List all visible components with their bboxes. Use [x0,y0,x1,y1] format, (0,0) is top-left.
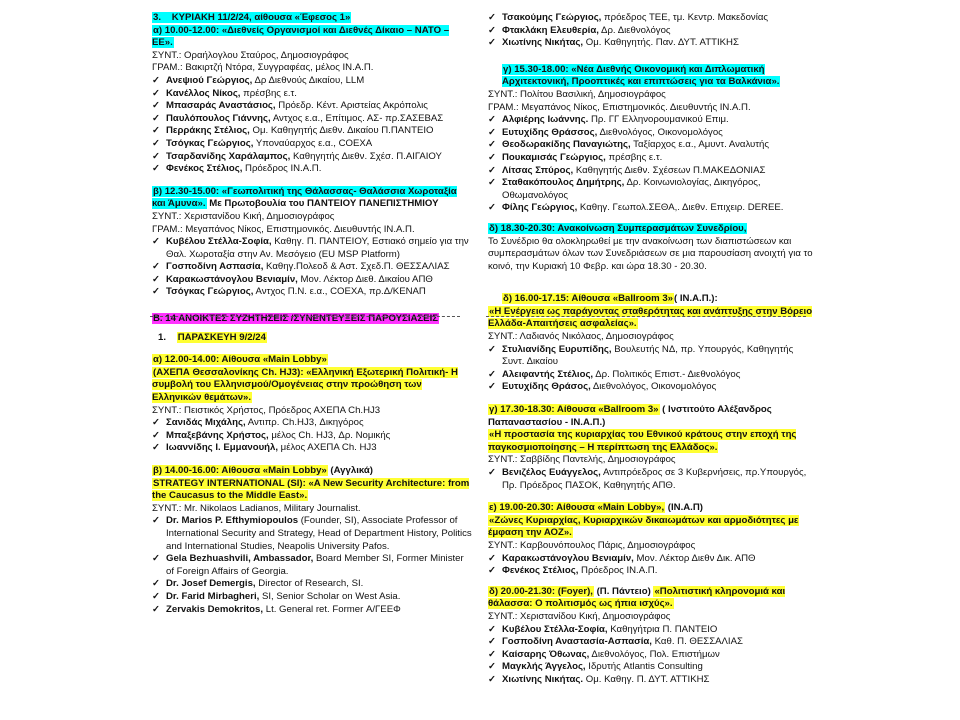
section-friday-a [152,354,472,455]
friday-a-org [152,367,472,405]
speaker-entry [502,37,818,50]
sunday-title [152,12,472,25]
foyer-title: δ) 20.00-21.30: (Foyer), [489,585,593,597]
speaker-entry [502,369,818,382]
session-b-moderator: ΣΥΝΤ.: Χεριστανίδου Κική, Δημοσιογράφος [152,210,335,222]
speaker-role: Ομ. Καθηγ. Π. ΔΥΤ. ΑΤΤΙΚΗΣ [583,673,710,685]
speaker-row [488,152,818,165]
speaker-name: Τσόγκας Γεώργιος, [166,286,254,298]
ballroom-c-org: ( Ινστιτούτο Αλέξανδρος Παπαναστασίου - ΙΝ.Α.Π.) [488,404,772,428]
foyer-head [488,586,818,611]
ballroom-d-topic: «Η Ενέργεια ως παράγοντας σταθερότητας και ανάπτυξης στην Βόρειο Ελλάδα-Απαιτήσεις ασφαλείας». [488,305,813,330]
speaker-entry [166,138,472,151]
right-divider [486,316,806,317]
speaker-name: Ευτυχίδης Θράσσος, [502,126,598,138]
speaker-entry [502,165,818,178]
speaker-name: Τσαρδανίδης Χαράλαμπος, [166,150,291,162]
speaker-role: Διεθνολόγος, Οικονομολόγος [597,126,723,138]
check-mark-icon: ✓ [488,673,497,685]
section-b [152,186,472,299]
check-mark-icon: ✓ [152,261,161,273]
sunday-title-text: ΚΥΡΙΑΚΗ 11/2/24, αίθουσα «Έφεσος 1» [171,12,351,23]
speaker-entry [166,75,472,88]
speaker-name: Καρακωστάνογλου Βενιαμίν, [502,552,634,564]
check-mark-icon: ✓ [488,552,497,564]
speaker-role: SI, Senior Scholar on West Asia. [259,590,401,602]
speaker-entry [502,177,818,202]
friday-number: 1. [158,331,167,343]
speaker-name: Ιωαννίδης Ι. Εμμανουήλ, [166,442,279,454]
speaker-role: Διεθνολόγος, Οικονομολόγος [590,381,717,393]
speaker-role: Βουλευτής ΝΔ, πρ. Υπουργός, Καθηγητής Συντ. Δικαίου [502,343,794,368]
session-a-head [152,25,472,50]
speaker-role: Ταξίαρχος ε.α., Αμυντ. Αναλυτής [630,139,770,151]
session-b-secretary: ΓΡΑΜ.: Μεγαπάνος Νίκος, Επιστημονικός. Διευθυντής ΙΝ.Α.Π. [152,223,415,235]
check-mark-icon: ✓ [152,442,161,454]
friday-head [152,332,472,345]
speaker-entry [166,515,472,553]
speaker-row [152,236,472,261]
speaker-role: Ομ. Καθηγητής Διεθν. Δικαίου Π.ΠΑΝΤΕΙΟ [249,125,434,137]
session-b-head [152,186,472,211]
speaker-entry [166,100,472,113]
speaker-row [152,604,472,617]
speaker-row [152,163,472,176]
speaker-entry [166,578,472,591]
check-mark-icon: ✓ [152,578,161,590]
speaker-name: Dr. Josef Demergis, [166,578,256,590]
speaker-row [152,125,472,138]
speaker-name: Λίτσας Σπύρος, [502,164,574,176]
session-a-title: α) 10.00-12.00: «Διεθνείς Οργανισμοί και Διεθνές Δίκαιο – NATO – ΕΕ». [152,24,450,49]
speaker-name: Χιωτίνης Νικήτας, [502,37,584,49]
speaker-name: Γοσποδίνη Ασπασία, [166,261,264,273]
conclusions-body: Το Συνέδριο θα ολοκληρωθεί με την ανακοίνωση των διαπιστώσεων και συμπερασμάτων όλων των Συνεδριάσεων σε μια παρουσίαση ανοιχτή για το κοινό, την Κυριακή 10 Φεβρ. και ώρα 18.30 - 20.30. [488,235,813,272]
open-discussions-head [152,313,472,326]
speaker-role: Πρόεδρ. Κέντ. Αριστείας Ακρόπολις [275,100,428,112]
speaker-row [488,624,818,637]
check-mark-icon: ✓ [488,114,497,126]
speaker-row [152,113,472,126]
speaker-entry [502,25,818,38]
speaker-entry [166,125,472,138]
check-mark-icon: ✓ [488,139,497,151]
speaker-role: Καθηγ. Γεωπολ.ΣΕΘΑ,. Διεθν. Επιχειρ. DEREE. [577,202,784,214]
speaker-role: Director of Research, SI. [255,578,364,590]
check-mark-icon: ✓ [488,467,497,478]
speaker-row [152,430,472,443]
friday-b-language: (Αγγλικά) [327,465,373,476]
speaker-role: Ιδρυτής Atlantis Consulting [585,661,703,673]
check-mark-icon: ✓ [488,343,497,355]
speaker-role: μέλος ΑΧΕΠΑ Ch. HJ3 [278,442,377,454]
speaker-name: Παυλόπουλος Γιάννης, [166,112,271,124]
check-mark-icon: ✓ [488,636,497,648]
check-mark-icon: ✓ [152,515,161,527]
conclusions-head [488,223,818,236]
speaker-name: Πουκαμισάς Γεώργιος, [502,151,606,163]
speaker-name: Κανέλλος Νίκος, [166,87,241,99]
speaker-entry [502,344,818,369]
speaker-role: πρόεδρος ΤΕΕ, τμ. Κεντρ. Μακεδονίας [601,12,769,23]
friday-a-topic: (ΑΧΕΠΑ Θεσσαλονίκης Ch. HJ3): «Ελληνική Εξωτερική Πολιτική- Η συμβολή του Ελληνισμού/Ομογένειας στην προώθηση των Ελληνικών θεμάτων». [152,366,458,404]
check-mark-icon: ✓ [152,590,161,602]
lobby-e-title: ε) 19.00-20.30: Αίθουσα «Main Lobby», [489,502,665,514]
check-mark-icon: ✓ [488,126,497,138]
speaker-entry [166,274,472,287]
section-sunday [152,12,472,176]
speaker-row [152,578,472,591]
speaker-name: Φενέκος Στέλιος, [502,565,579,577]
ballroom-d-speaker-list [488,344,818,394]
section-d-conclusions [488,223,818,273]
speaker-name: Dr. Marios P. Efthymiopoulos [166,515,299,527]
check-mark-icon: ✓ [152,163,161,175]
check-mark-icon: ✓ [152,273,161,285]
section-friday-b [152,465,472,616]
check-mark-icon: ✓ [152,603,161,615]
lobby-e-topic-row [488,515,818,540]
speaker-row [488,202,818,215]
speaker-row [488,177,818,202]
speaker-name: Χιωτίνης Νικήτας. [502,673,584,685]
speaker-row [488,636,818,649]
speaker-entry [166,417,472,430]
speaker-row [152,591,472,604]
speaker-name: Καρακωστάνογλου Βενιαμίν, [166,273,298,285]
speaker-name: Φτακλάκη Ελευθερία, [502,24,599,36]
ballroom-d-moderator: ΣΥΝΤ.: Λαδιανός Νικόλαος, Δημοσιογράφος [488,331,674,343]
check-mark-icon: ✓ [152,74,161,86]
check-mark-icon: ✓ [152,112,161,124]
speaker-row [488,344,818,369]
speaker-name: Μαγκλής Άγγελος, [502,661,586,673]
speaker-name: Τσόγκας Γεώργιος, [166,137,254,149]
speaker-role: Αντιπρόεδρος σε 3 Κυβερνήσεις, πρ.Υπουργός, Πρ. Πρόεδρος ΠΑΣΟΚ, Καθηγητής ΑΠΘ. [502,467,807,491]
speaker-role: Καθηγητής Διεθν. Σχέσ. Π.ΑΙΓΑΙΟΥ [290,150,442,162]
speaker-entry [502,12,818,25]
speaker-row [488,649,818,662]
speaker-entry [502,467,818,492]
speaker-role: Δρ Διεθνούς Δικαίου, LLM [252,74,365,86]
sunday-title-number: 3. [153,12,162,23]
check-mark-icon: ✓ [488,37,497,49]
check-mark-icon: ✓ [152,137,161,149]
check-mark-icon: ✓ [488,202,497,214]
speaker-entry [502,636,818,649]
session-c-speaker-list [488,114,818,215]
speaker-entry [502,624,818,637]
check-mark-icon: ✓ [488,151,497,163]
speaker-name: Γοσποδίνη Αναστασία-Ασπασία, [502,636,652,648]
foyer-speaker-list [488,624,818,687]
speaker-row [488,139,818,152]
session-c-head [488,64,818,89]
section-ballroom-d [488,293,818,394]
friday-a-title: α) 12.00-14.00: Αίθουσα «Main Lobby» [153,354,327,366]
speaker-entry [166,591,472,604]
lobby-e-topic: «Ζώνες Κυριαρχίας, Κυριαρχικών δικαιωμάτων και αρμοδιότητες με έμφαση την ΑΟΖ». [488,514,799,539]
check-mark-icon: ✓ [152,150,161,162]
speaker-role: Πρ. ΓΓ Ελληνορουμανικού Επιμ. [588,114,729,126]
speaker-name: Αλφιέρης Ιωάννης. [502,114,589,126]
lobby-e-org: (ΙΝ.Α.Π) [665,502,703,514]
speaker-row [152,442,472,455]
speaker-name: Τσακούμης Γεώργιος, [502,12,602,23]
speaker-role: Καθ. Π. ΘΕΣΣΑΛΙΑΣ [651,636,743,648]
speaker-role: Μον. Λέκτορ Διεθ. Δικαίου ΑΠΘ [297,273,433,285]
speaker-role: Ομ. Καθηγητής. Παν. ΔΥΤ. ΑΤΤΙΚΗΣ [583,37,739,49]
speaker-name: Φενέκος Στέλιος, [166,163,243,175]
speaker-row [488,127,818,140]
speaker-name: Φίλης Γεώργιος, [502,202,578,214]
speaker-entry [166,163,472,176]
speaker-row [152,138,472,151]
friday-b-title: β) 14.00-16.00: Αίθουσα «Main Lobby» [153,465,327,476]
speaker-entry [502,139,818,152]
speaker-role: Board Member SI, Former Minister of Foreign Affairs of Georgia. [166,553,464,577]
speaker-name: Ευτυχίδης Θράσος, [502,381,591,393]
speaker-row [152,75,472,88]
speaker-name: Gela Bezhuashvili, Ambassador, [166,553,314,565]
session-c-secretary: ΓΡΑΜ.: Μεγαπάνος Νίκος, Επιστημονικός. Διευθυντής ΙΝ.Α.Π. [488,101,751,113]
speaker-name: Zervakis Demokritos, [166,603,264,615]
speaker-name: Θεοδωρακίδης Παναγιώτης, [502,139,631,151]
speaker-role: Πρόεδρος ΙΝ.Α.Π. [242,163,322,175]
speaker-row [152,274,472,287]
speaker-row [152,261,472,274]
speaker-row [488,114,818,127]
speaker-row [152,515,472,553]
speaker-name: Καίσαρης Όθωνας, [502,648,590,660]
continued-speaker-list [488,12,818,50]
speaker-entry [166,604,472,617]
speaker-name: Μπασαράς Αναστάσιος, [166,100,276,112]
ballroom-c-speaker-list [488,467,818,492]
speaker-role: Καθηγ. Π. ΠΑΝΤΕΙΟΥ, Εστιακό σημείο για την Θαλ. Χωροταξία στην Αν. Μεσόγειο (EU MSP Platform) [166,236,469,260]
friday-title: ΠΑΡΑΣΚΕΥΗ 9/2/24 [177,331,266,343]
friday-a-head [152,354,472,367]
section-foyer-d [488,586,818,687]
speaker-row [488,25,818,38]
session-c-moderator: ΣΥΝΤ.: Πολίτου Βασιλική, Δημοσιογράφος [488,88,666,100]
check-mark-icon: ✓ [152,87,161,99]
speaker-name: Σανιδάς Μιχάλης, [166,417,246,429]
speaker-row [488,467,818,492]
section-main-lobby-e [488,502,818,578]
speaker-role: Πρόεδρος ΙΝ.Α.Π. [578,565,658,577]
section-c [488,64,818,215]
speaker-role: Αντιπρ. Ch.HJ3, Δικηγόρος [245,417,364,429]
speaker-role: Αντχος ε.α., Επίτιμος. ΑΣ- πρ.ΣΑΣΕΒΑΣ [270,112,444,124]
speaker-entry [502,661,818,674]
speaker-name: Dr. Farid Mirbagheri, [166,590,260,602]
speaker-role: πρέσβης ε.τ. [605,151,663,163]
speaker-role: Καθηγητής Διεθν. Σχέσεων Π.ΜΑΚΕΔΟΝΙΑΣ [573,164,766,176]
session-a-secretary: ΓΡΑΜ.: Βακιρτζή Ντόρα, Συγγραφέας, μέλος ΙΝ.Α.Π. [152,62,374,74]
check-mark-icon: ✓ [152,125,161,137]
check-mark-icon: ✓ [488,368,497,380]
section-continued-list [488,12,818,50]
check-mark-icon: ✓ [488,381,497,393]
lobby-e-moderator: ΣΥΝΤ.: Καρβουνόπουλος Πάρις, Δημοσιογράφος [488,539,696,551]
speaker-entry [502,127,818,140]
speaker-row [488,674,818,687]
conclusions-title: δ) 18.30-20.30: Ανακοίνωση Συμπερασμάτων Συνεδρίου, [489,222,747,234]
check-mark-icon: ✓ [152,286,161,298]
speaker-row [488,565,818,578]
speaker-entry [166,442,472,455]
ballroom-c-head [488,404,818,429]
speaker-entry [166,261,472,274]
speaker-row [488,661,818,674]
check-mark-icon: ✓ [488,177,497,189]
speaker-entry [502,553,818,566]
check-mark-icon: ✓ [152,429,161,441]
speaker-name: Περράκης Στέλιος, [166,125,250,137]
foyer-org: (Π. Πάντειο) [593,585,654,597]
foyer-topic: «Πολιτιστική κληρονομιά και θάλασσα: Ο πολιτισμός ως ήπια ισχύς». [488,585,786,610]
speaker-entry [502,565,818,578]
check-mark-icon: ✓ [488,648,497,660]
friday-b-topic: STRATEGY INTERNATIONAL (SI): «A New Security Architecture: from the Caucasus to the Middle East». [152,477,470,502]
check-mark-icon: ✓ [488,24,497,36]
speaker-name: Στυλιανίδης Ευρυπίδης, [502,343,612,355]
speaker-entry [166,113,472,126]
speaker-row [488,381,818,394]
session-a-moderator: ΣΥΝΤ.: Οραήλογλου Σταύρος, Δημοσιογράφος [152,49,349,61]
check-mark-icon: ✓ [488,12,497,23]
check-mark-icon: ✓ [488,623,497,635]
speaker-row [152,88,472,101]
section-open-discussions [152,313,472,344]
speaker-name: Σταθακόπουλος Δημήτρης, [502,177,625,189]
speaker-name: Μπαξεβάνης Χρήστος, [166,429,269,441]
friday-b-speaker-list [152,515,472,616]
session-b-title: β) 12.30-15.00: «Γεωπολιτική της Θάλασσας- Θαλάσσια Χωροταξία και Άμυνα». [152,185,457,210]
left-column [152,12,472,624]
speaker-entry [502,674,818,687]
check-mark-icon: ✓ [488,565,497,577]
ballroom-d-topic-row [488,306,818,331]
foyer-moderator: ΣΥΝΤ.: Χεριστανίδου Κική, Δημοσιογράφος [488,610,671,622]
speaker-entry [502,114,818,127]
section-ballroom-c [488,404,818,492]
check-mark-icon: ✓ [152,417,161,429]
speaker-entry [166,236,472,261]
left-divider [150,316,460,317]
speaker-role: Lt. General ret. Former Α/ΓΕΕΦ [263,603,401,615]
ballroom-d-title: δ) 16.00-17.15: Αίθουσα «Ballroom 3» [503,293,673,305]
speaker-entry [502,202,818,215]
check-mark-icon: ✓ [152,100,161,112]
check-mark-icon: ✓ [488,661,497,673]
speaker-row [488,553,818,566]
speaker-entry [166,286,472,299]
lobby-e-speaker-list [488,553,818,578]
session-b-speaker-list [152,236,472,299]
speaker-entry [166,88,472,101]
speaker-role: Δρ. Πολιτικός Επιστ.- Διεθνολόγος [593,368,741,380]
ballroom-c-title: γ) 17.30-18.30: Αίθουσα «Ballroom 3» [489,404,659,416]
ballroom-c-topic-row [488,429,818,454]
lobby-e-head [488,502,818,515]
session-a-speaker-list [152,75,472,176]
sunday-title-highlight [152,12,351,23]
speaker-row [488,37,818,50]
check-mark-icon: ✓ [488,164,497,176]
ballroom-d-head [488,293,818,306]
friday-b-head [152,465,472,478]
speaker-row [488,369,818,382]
check-mark-icon: ✓ [152,553,161,565]
speaker-role: Δρ. Διεθνολόγος [598,24,671,36]
friday-a-speaker-list [152,417,472,455]
speaker-role: Δρ. Κοινωνιολογίας, Δικηγόρος, Οθωμανολόγος [502,177,761,201]
speaker-name: Βενιζέλος Ευάγγελος, [502,467,601,478]
speaker-role: Διεθνολόγος, Πολ. Επιστήμων [589,648,720,660]
friday-b-moderator: ΣΥΝΤ.: Mr. Nikolaos Ladianos, Military Journalist. [152,502,361,514]
speaker-name: Κυβέλου Στέλλα-Σοφία, [166,236,272,248]
speaker-role: Υποναύαρχος ε.α., COEXA [253,137,373,149]
open-discussions-title: Β. 14 ΑΝΟΙΚΤΕΣ ΣΥΖΗΤΗΣΕΙΣ /ΣΥΝΕΝΤΕΥΞΕΙΣ ΠΑΡΟΥΣΙΑΣΕΙΣ [153,313,438,325]
friday-b-org [152,478,472,503]
speaker-entry [502,152,818,165]
speaker-role: (Founder, SI), Associate Professor of International Security and Strategy, Head of Department History, Politics and International Studies, Neapolis University Pafos. [166,515,472,552]
speaker-entry [166,151,472,164]
speaker-name: Ανεψιού Γεώργιος, [166,74,253,86]
speaker-row [152,286,472,299]
speaker-row [488,165,818,178]
friday-a-moderator: ΣΥΝΤ.: Πειστικός Χρήστος, Πρόεδρος ΑΧΕΠΑ Ch.HJ3 [152,404,381,416]
speaker-name: Κυβέλου Στέλλα-Σοφία, [502,623,608,635]
speaker-entry [166,430,472,443]
speaker-row [488,12,818,25]
speaker-role: μέλος Ch. HJ3, Δρ. Νομικής [268,429,391,441]
speaker-role: Καθηγήτρια Π. ΠΑΝΤΕΙΟ [607,623,718,635]
speaker-role: Καθηγ.Πολεοδ & Αστ. Σχεδ.Π. ΘΕΣΣΑΛΙΑΣ [263,261,450,273]
ballroom-c-topic: «Η προστασία της κυριαρχίας του Εθνικού κράτους στην εποχή της παγκοσμιοποίησης – Η περίπτωση της Ελλάδος». [488,429,797,453]
speaker-row [152,553,472,578]
speaker-role: Μον. Λέκτορ Διεθν Δικ. ΑΠΘ [633,552,756,564]
speaker-name: Αλειφαντής Στέλιος, [502,368,594,380]
session-b-initiative: Με Πρωτοβουλία του ΠΑΝΤΕΙΟΥ ΠΑΝΕΠΙΣΤΗΜΙΟΥ [206,198,439,210]
ballroom-c-moderator: ΣΥΝΤ.: Σαββίδης Παντελής, Δημοσιογράφος [488,454,676,466]
speaker-row [152,151,472,164]
check-mark-icon: ✓ [152,236,161,248]
speaker-entry [166,553,472,578]
speaker-row [152,100,472,113]
speaker-row [152,417,472,430]
right-column [488,12,818,695]
speaker-entry [502,649,818,662]
session-c-title: γ) 15.30-18.00: «Νέα Διεθνής Οικονομική και Διπλωματική Αρχιτεκτονική, Προοπτικές και επιπτώσεις για τα Βαλκάνια». [502,63,780,88]
speaker-entry [502,381,818,394]
speaker-role: πρέσβης ε.τ. [240,87,297,99]
speaker-role: Αντχος Π.Ν. ε.α., COEXA, πρ.Δ/ΚΕΝΑΠ [253,286,426,298]
ballroom-d-org: ( ΙΝ.Α.Π.): [674,293,718,305]
